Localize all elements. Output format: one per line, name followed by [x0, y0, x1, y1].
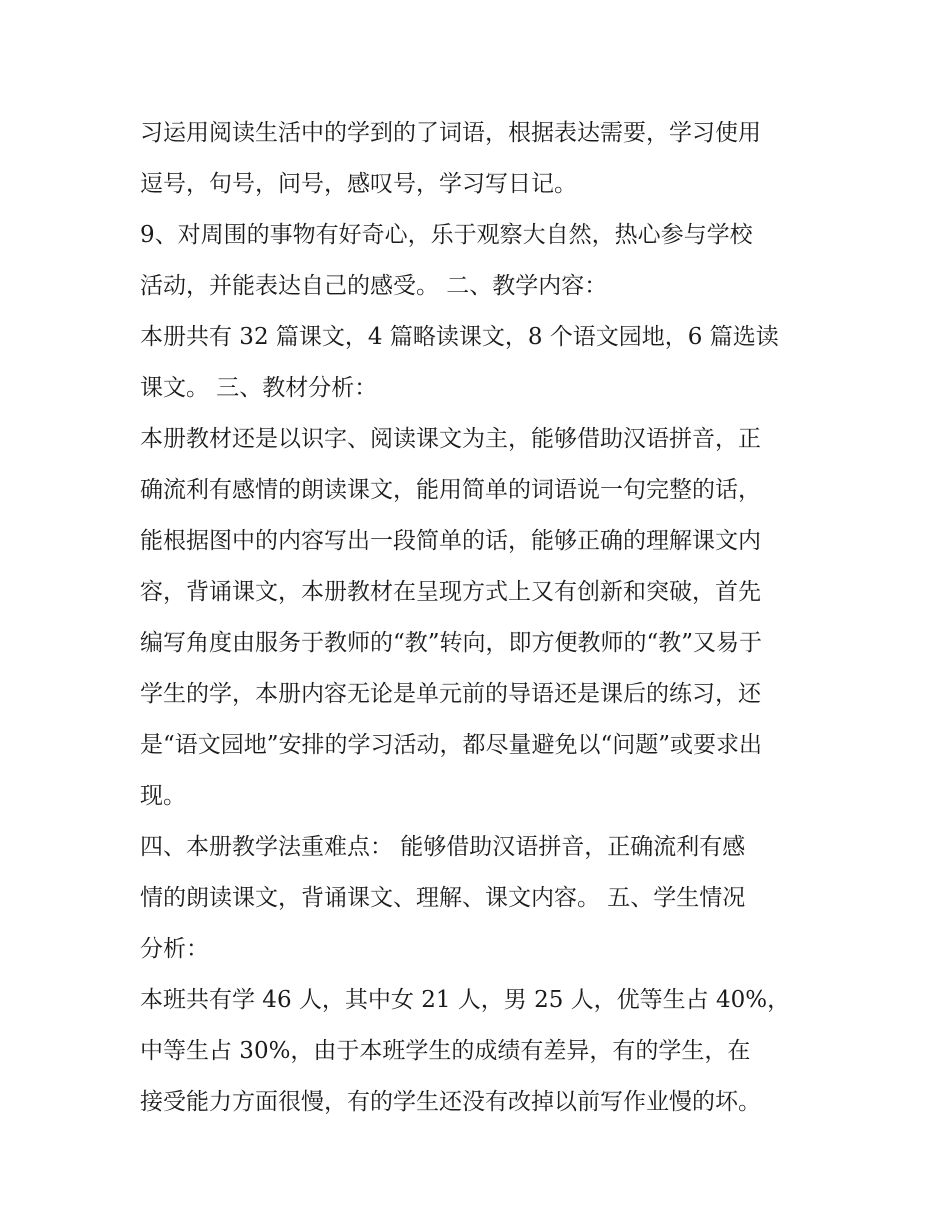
text-line: 情的朗读课文，背诵课文、理解、课文内容。 五、学生情况: [140, 885, 746, 911]
text-line: 课文。 三、教材分析：: [140, 375, 378, 401]
text-line: 逗号，句号，问号，感叹号，学习写日记。: [140, 171, 577, 197]
text-line: 中等生占 30%，由于本班学生的成绩有差异，有的学生，在: [140, 1038, 751, 1064]
text-line: 接受能力方面很慢，有的学生还没有改掉以前写作业慢的坏。: [140, 1089, 761, 1115]
text-line: 四、本册教学法重难点： 能够借助汉语拼音，正确流利有感: [140, 834, 746, 860]
text-line: 能根据图中的内容写出一段简单的话，能够正确的理解课文内: [140, 528, 761, 554]
text-line: 学生的学，本册内容无论是单元前的导语还是课后的练习，还: [140, 681, 761, 707]
text-line: 现。: [140, 783, 186, 809]
text-line: 是“语文园地”安排的学习活动，都尽量避免以“问题”或要求出: [140, 732, 763, 758]
text-line: 本册共有 32 篇课文，4 篇略读课文，8 个语文园地，6 篇选读: [140, 324, 779, 350]
text-line: 活动，并能表达自己的感受。 二、教学内容：: [140, 273, 608, 299]
text-line: 本班共有学 46 人，其中女 21 人，男 25 人，优等生占 40%，: [140, 987, 791, 1013]
text-line: 习运用阅读生活中的学到的了词语，根据表达需要，学习使用: [140, 120, 761, 146]
text-line: 确流利有感情的朗读课文，能用简单的词语说一句完整的话，: [140, 477, 761, 503]
text-line: 编写角度由服务于教师的“教”转向，即方便教师的“教”又易于: [140, 630, 763, 656]
text-line: 分析：: [140, 936, 209, 962]
text-line: 9、对周围的事物有好奇心，乐于观察大自然，热心参与学校: [140, 222, 753, 248]
text-line: 本册教材还是以识字、阅读课文为主，能够借助汉语拼音，正: [140, 426, 761, 452]
body-text: [140, 108, 820, 1128]
text-line: 容，背诵课文，本册教材在呈现方式上又有创新和突破，首先: [140, 579, 761, 605]
